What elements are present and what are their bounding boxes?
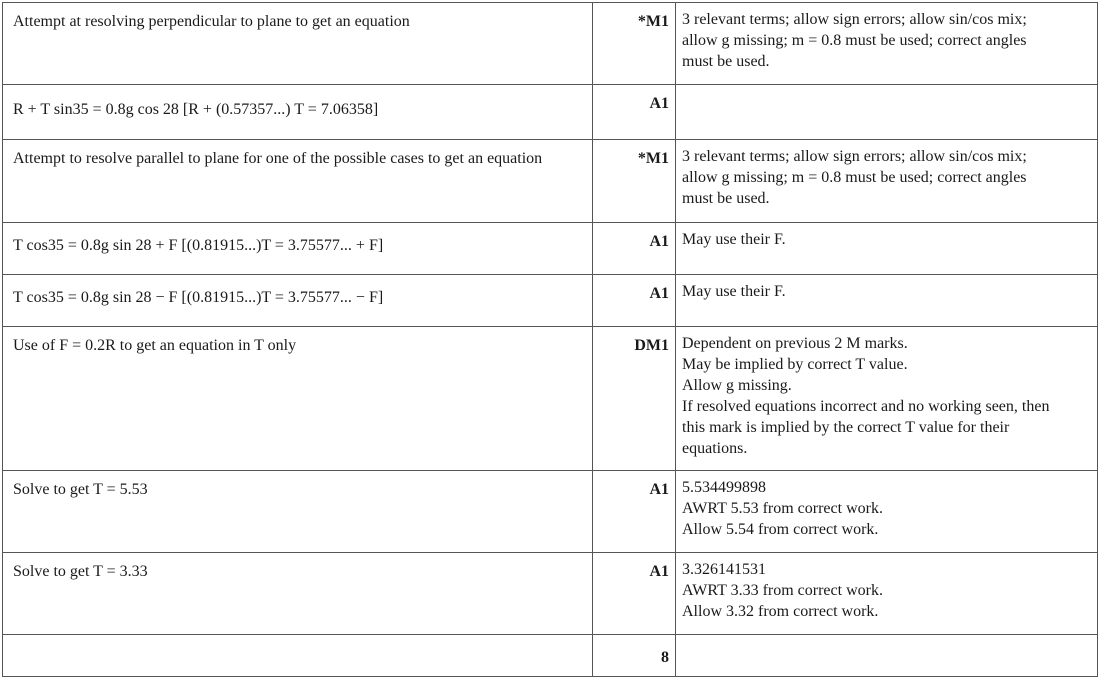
- guidance-line: equations.: [682, 440, 748, 457]
- guidance-cell: [676, 223, 1098, 275]
- mark-cell: DM1: [593, 327, 676, 471]
- table-row: [3, 553, 1098, 635]
- guidance-line: Allow 5.54 from correct work.: [682, 521, 879, 538]
- answer-cell: Attempt at resolving perpendicular to plane to get an equation: [3, 3, 593, 85]
- guidance-line: this mark is implied by the correct T value for their: [682, 419, 1010, 436]
- total-marks: 8: [593, 635, 676, 677]
- empty-cell: [676, 635, 1098, 677]
- table-row: [3, 275, 1098, 327]
- mark-cell: A1: [593, 275, 676, 327]
- table-row: [3, 471, 1098, 553]
- mark-cell: A1: [593, 223, 676, 275]
- answer-cell: R + T sin35 = 0.8g cos 28 [R + (0.57357...) T = 7.06358]: [3, 85, 593, 140]
- answer-cell: Solve to get T = 5.53: [3, 471, 593, 553]
- mark-cell: A1: [593, 85, 676, 140]
- table-row: [3, 327, 1098, 471]
- empty-cell: [3, 635, 593, 677]
- guidance-cell: [676, 3, 1098, 85]
- mark-cell: A1: [593, 553, 676, 635]
- guidance-line: must be used.: [682, 53, 770, 70]
- guidance-line: 3 relevant terms; allow sign errors; allow sin/cos mix;: [682, 11, 1027, 28]
- table-row: [3, 223, 1098, 275]
- table-row: [3, 140, 1098, 223]
- guidance-line: 3.326141531: [682, 561, 766, 578]
- guidance-cell: [676, 327, 1098, 471]
- mark-cell: *M1: [593, 140, 676, 223]
- guidance-line: must be used.: [682, 190, 770, 207]
- guidance-line: allow g missing; m = 0.8 must be used; correct angles: [682, 169, 1027, 186]
- guidance-line: Allow 3.32 from correct work.: [682, 603, 879, 620]
- guidance-line: May be implied by correct T value.: [682, 356, 908, 373]
- answer-cell: Use of F = 0.2R to get an equation in T only: [3, 327, 593, 471]
- guidance-line: 5.534499898: [682, 479, 766, 496]
- guidance-line: If resolved equations incorrect and no working seen, then: [682, 398, 1050, 415]
- mark-cell: *M1: [593, 3, 676, 85]
- guidance-line: Dependent on previous 2 M marks.: [682, 335, 908, 352]
- guidance-cell: [676, 140, 1098, 223]
- answer-cell: T cos35 = 0.8g sin 28 − F [(0.81915...)T = 3.75577... − F]: [3, 275, 593, 327]
- guidance-cell: [676, 553, 1098, 635]
- guidance-line: 3 relevant terms; allow sign errors; allow sin/cos mix;: [682, 148, 1027, 165]
- guidance-cell: [676, 85, 1098, 140]
- guidance-line: Allow g missing.: [682, 377, 792, 394]
- table-row: [3, 3, 1098, 85]
- guidance-cell: [676, 275, 1098, 327]
- guidance-line: AWRT 3.33 from correct work.: [682, 582, 883, 599]
- answer-cell: Attempt to resolve parallel to plane for one of the possible cases to get an equation: [3, 140, 593, 223]
- answer-cell: Solve to get T = 3.33: [3, 553, 593, 635]
- guidance-line: allow g missing; m = 0.8 must be used; correct angles: [682, 32, 1027, 49]
- guidance-line: May use their F.: [682, 231, 786, 248]
- mark-scheme-table: [2, 2, 1098, 677]
- guidance-line: May use their F.: [682, 283, 786, 300]
- total-row: [3, 635, 1098, 677]
- table-row: [3, 85, 1098, 140]
- mark-cell: A1: [593, 471, 676, 553]
- answer-cell: T cos35 = 0.8g sin 28 + F [(0.81915...)T = 3.75577... + F]: [3, 223, 593, 275]
- guidance-cell: [676, 471, 1098, 553]
- guidance-line: AWRT 5.53 from correct work.: [682, 500, 883, 517]
